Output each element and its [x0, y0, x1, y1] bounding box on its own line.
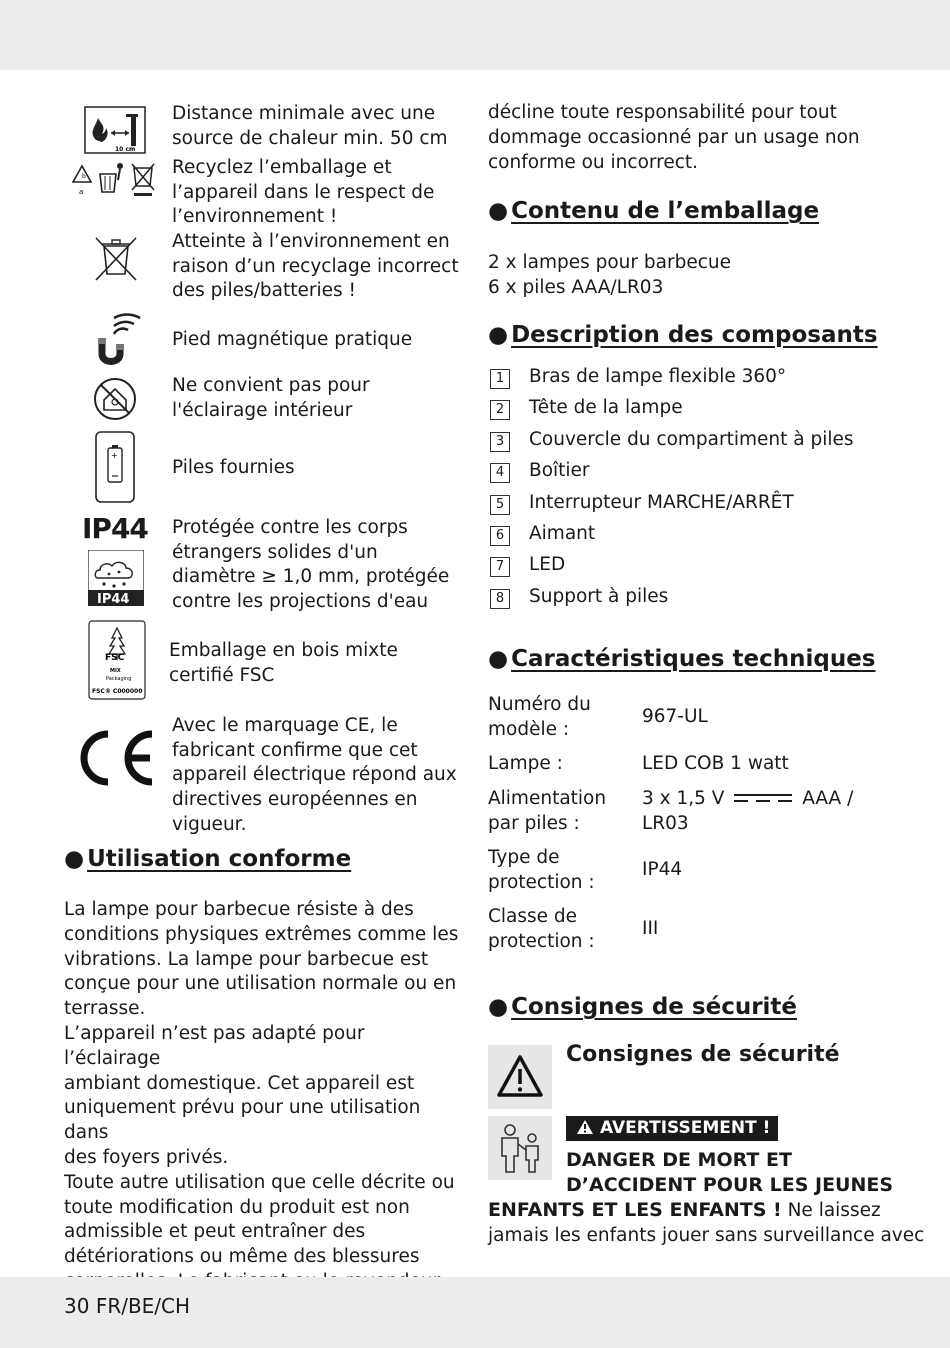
- usage-line: uniquement prévu pour une utilisation dans: [64, 1097, 421, 1144]
- component-item: [488, 493, 888, 517]
- warning-title-line: DANGER DE MORT ET: [566, 1149, 792, 1171]
- ip44-icon: [88, 550, 144, 606]
- no-indoor-icon: [92, 376, 138, 422]
- spec-label: Type de protection :: [488, 847, 595, 893]
- heat-distance-icon-text: 10 cm: [115, 146, 136, 153]
- section-heading-specs: ● Caractéristiques techniques: [488, 646, 876, 672]
- component-number: 3: [490, 432, 510, 452]
- spec-label: Numéro du modèle :: [488, 694, 591, 740]
- symbol-text-recycle: Recyclez l’emballage et l’appareil dans le respect de l’environnement !: [172, 157, 435, 228]
- warning-title-line: ENFANTS ET LES ENFANTS !: [488, 1199, 782, 1221]
- spec-label: Classe de protection :: [488, 906, 595, 952]
- fsc-icon-label: FSC: [105, 653, 125, 663]
- component-number: 2: [490, 400, 510, 420]
- warning-triangle-box: [488, 1045, 552, 1109]
- spec-value: IP44: [642, 859, 683, 880]
- section-heading-contents: ● Contenu de l’emballage: [488, 198, 820, 224]
- contents-item: 2 x lampes pour barbecue: [488, 252, 731, 273]
- spec-value-power: [642, 787, 862, 836]
- component-label: Aimant: [529, 523, 596, 544]
- crossed-bin-icon: [94, 236, 138, 282]
- page-language: FR/BE/CH: [95, 1294, 191, 1318]
- component-item: [488, 367, 888, 391]
- components-heading-text: Description des composants: [511, 322, 878, 348]
- component-item: [488, 461, 888, 485]
- usage-line: toute modification du produit est non: [64, 1196, 410, 1218]
- spec-label: Alimentation par piles :: [488, 788, 607, 834]
- safety-subheading: Consignes de sécurité: [566, 1042, 840, 1067]
- fsc-icon-packaging: Packaging: [106, 676, 132, 682]
- usage-line: ambiant domestique. Cet appareil est: [64, 1072, 415, 1094]
- usage-line: La lampe pour barbecue résiste à des: [64, 899, 414, 920]
- symbol-text-ce: Avec le marquage CE, le fabricant confirme que cet appareil électrique répond aux directives européennes en vigueur.: [172, 715, 457, 835]
- warning-badge: [566, 1116, 778, 1141]
- component-item: [488, 524, 888, 548]
- component-number: 6: [490, 526, 510, 546]
- section-heading-components: ● Description des composants: [488, 322, 878, 348]
- warning-badge-text: AVERTISSEMENT !: [600, 1118, 771, 1138]
- warning-text: Ne laissez: [787, 1200, 881, 1221]
- component-number: 1: [490, 369, 510, 389]
- component-item: [488, 555, 888, 579]
- component-label: Tête de la lampe: [529, 397, 683, 419]
- child-hazard-icon: [488, 1116, 552, 1180]
- battery-icon: [94, 430, 136, 504]
- warning-title: [566, 1148, 893, 1198]
- usage-line: détériorations ou même des blessures: [64, 1246, 420, 1268]
- page-number: 30: [64, 1294, 90, 1318]
- svg-text:+: +: [111, 451, 118, 460]
- page-header-band: [0, 0, 950, 70]
- recycle-icon: [72, 160, 160, 200]
- specs-heading-text: Caractéristiques techniques: [511, 646, 876, 672]
- component-number: 4: [490, 463, 510, 483]
- usage-line: vibrations. La lampe pour barbecue est: [64, 948, 429, 970]
- child-hazard-box: [488, 1116, 552, 1180]
- usage-paragraph: [64, 898, 464, 1295]
- fsc-icon: [88, 620, 146, 700]
- usage-line: conçue pour une utilisation normale ou en: [64, 973, 457, 995]
- symbol-text-no-indoor: Ne convient pas pour l'éclairage intérieur: [172, 375, 370, 421]
- symbol-text-battery: Piles fournies: [172, 457, 295, 478]
- component-label: Bras de lampe flexible 360°: [529, 366, 787, 387]
- svg-text:b: b: [82, 173, 86, 180]
- heat-distance-icon: [84, 106, 146, 154]
- usage-line: L’appareil n’est pas adapté pour l’éclairage: [64, 1022, 365, 1069]
- svg-text:a: a: [79, 188, 84, 196]
- dc-current-icon: [732, 791, 794, 805]
- usage-line: conditions physiques extrêmes comme les: [64, 923, 459, 945]
- usage-continued-text: décline toute responsabilité pour tout dommage occasionné par un usage non conforme ou incorrect.: [488, 102, 860, 173]
- component-label: LED: [529, 554, 566, 576]
- fsc-icon-mix: MIX: [110, 668, 121, 674]
- component-item: [488, 398, 888, 422]
- component-item: [488, 587, 888, 611]
- usage-heading-text: Utilisation conforme: [87, 846, 352, 872]
- page-footer: [64, 1294, 190, 1318]
- safety-heading-text: Consignes de sécurité: [511, 994, 798, 1020]
- symbol-text-crossed-bin: Atteinte à l’environnement en raison d’un recyclage incorrect des piles/batteries !: [172, 231, 459, 302]
- component-number: 5: [490, 495, 510, 515]
- warning-triangle-icon: [488, 1045, 552, 1109]
- section-heading-usage: ● Utilisation conforme: [64, 846, 352, 872]
- usage-line: admissible et peut entraîner des: [64, 1221, 366, 1243]
- ip44-icon-text: IP44: [97, 592, 130, 606]
- magnet-icon: [92, 312, 142, 368]
- spec-value: III: [642, 918, 659, 939]
- component-label: Support à piles: [529, 585, 669, 607]
- component-number: 8: [490, 589, 510, 609]
- symbol-text-ip44: Protégée contre les corps étrangers solides d'un diamètre ≥ 1,0 mm, protégée contre les projections d'eau: [172, 517, 450, 613]
- fsc-icon-code: FSC® C000000: [92, 688, 143, 695]
- warning-title-line: D’ACCIDENT POUR LES JEUNES: [566, 1174, 894, 1196]
- warning-body: [488, 1198, 924, 1248]
- warning-text: jamais les enfants jouer sans surveillance avec: [488, 1225, 925, 1246]
- component-item: [488, 430, 888, 454]
- usage-line: terrasse.: [64, 998, 146, 1020]
- usage-line: des foyers privés.: [64, 1146, 229, 1168]
- component-label: Boîtier: [529, 460, 590, 482]
- warning-badge-icon: [576, 1119, 594, 1135]
- symbol-text-magnet: Pied magnétique pratique: [172, 329, 413, 350]
- spec-value-voltage: 3 x 1,5 V: [642, 788, 725, 809]
- ip44-label: IP44: [82, 512, 148, 545]
- ce-mark-icon: [72, 728, 158, 788]
- spec-value: LED COB 1 watt: [642, 753, 789, 774]
- symbol-text-heat-distance: Distance minimale avec une source de chaleur min. 50 cm: [172, 103, 448, 149]
- section-heading-safety: ● Consignes de sécurité: [488, 994, 798, 1020]
- spec-label: Lampe :: [488, 753, 563, 774]
- contents-heading-text: Contenu de l’emballage: [511, 198, 820, 224]
- spec-value: 967-UL: [642, 706, 708, 727]
- component-label: Couvercle du compartiment à piles: [529, 428, 854, 450]
- contents-item: 6 x piles AAA/LR03: [488, 277, 664, 298]
- component-label: Interrupteur MARCHE/ARRÊT: [529, 491, 794, 513]
- usage-line: Toute autre utilisation que celle décrite ou: [64, 1171, 455, 1193]
- component-number: 7: [490, 557, 510, 577]
- symbol-text-fsc: Emballage en bois mixte certifié FSC: [169, 640, 398, 686]
- spec-value-battery-type: AAA / LR03: [642, 788, 854, 834]
